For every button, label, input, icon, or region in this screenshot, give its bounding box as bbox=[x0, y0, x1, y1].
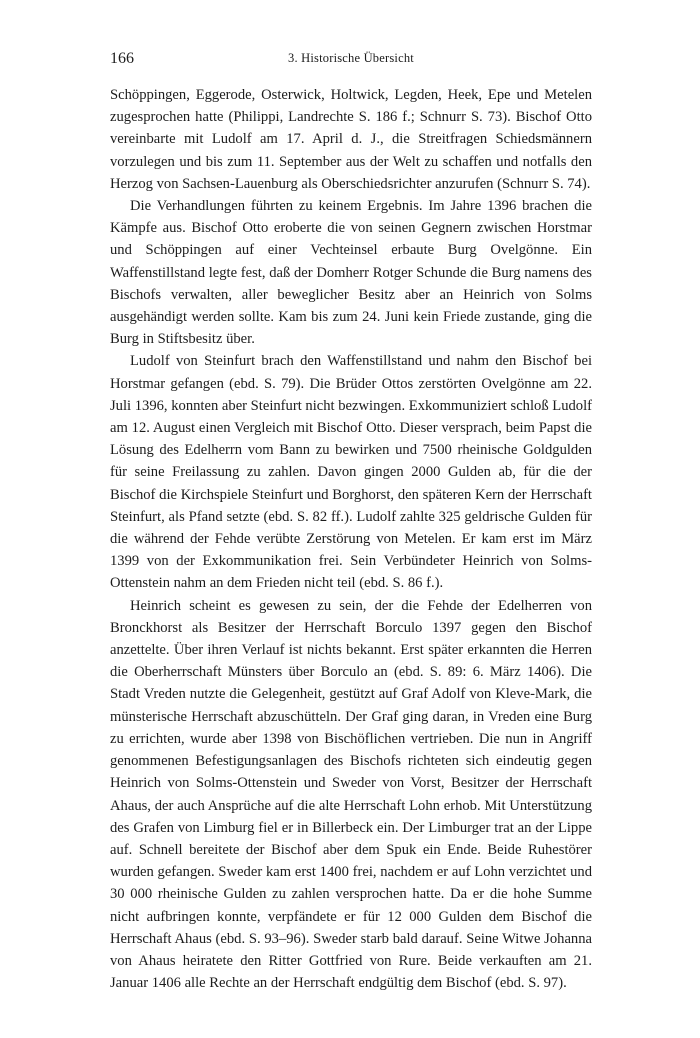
paragraph-2: Die Verhandlungen führten zu keinem Ergebnis. Im Jahre 1396 brachen die Kämpfe aus. Bischof Otto eroberte die von seinen Gegnern zwischen Horstmar und Schöppingen auf einer Vechteinsel erbaute Burg Ovelgönne. Ein Waffenstillstand legte fest, daß der Domherr Rotger Schunde die Burg namens des Bischofs verwalten, aller beweglicher Besitz aber an Heinrich von Solms ausgehändigt werden sollte. Kam bis zum 24. Juni kein Friede zustande, ging die Burg in Stiftsbesitz über. bbox=[110, 198, 592, 348]
paragraph-1: Schöppingen, Eggerode, Osterwick, Holtwick, Legden, Heek, Epe und Metelen zugesprochen hatte (Philippi, Landrechte S. 186 f.; Schnurr S. 73). Bischof Otto vereinbarte mit Ludolf am 17. April d. J., die Streitfragen Schiedsmännern vorzulegen und bis zum 11. September aus der Welt zu schaffen und notfalls den Herzog von Sachsen-Lauenburg als Oberschiedsrichter anzurufen (Schnurr S. 74). bbox=[110, 87, 592, 192]
paragraph-4: Heinrich scheint es gewesen zu sein, der die Fehde der Edelherren von Bronckhorst als Besitzer der Herrschaft Borculo 1397 gegen den Bischof anzettelte. Über ihren Verlauf ist nichts bekannt. Erst später erkannten die Herren die Oberherrschaft Münsters über Borculo an (ebd. S. 89: 6. März 1406). Die Stadt Vreden nutzte die Gelegenheit, gestützt auf Graf Adolf von Kleve-Mark, die münsterische Herrschaft abzuschütteln. Der Graf ging daran, in Vreden eine Burg zu errichten, wurde aber 1398 von Bischöflichen vertrieben. Die nun in Angriff genommenen Befestigungsanlagen des Bischofs richteten sich eindeutig gegen Heinrich von Solms-Ottenstein und Sweder von Vorst, Besitzer der Herrschaft Ahaus, der auch Ansprüche auf die alte Herrschaft Lohn erhob. Mit Unterstützung des Grafen von Limburg fiel er in Billerbeck ein. Der Limburger trat an der Lippe auf. Schnell bereitete der Bischof aber dem Spuk ein Ende. Beide Ruhestörer wurden gefangen. Sweder kam erst 1400 frei, nachdem er auf Lohn verzichtet und 30 000 rheinische Gulden zu zahlen versprochen hatte. Da er die hohe Summe nicht aufbringen konnte, verpfändete er für 12 000 Gulden dem Bischof die Herrschaft Ahaus (ebd. S. 93–96). Sweder starb bald darauf. Seine Witwe Johanna von Ahaus heiratete den Ritter Gottfried von Rure. Beide verkauften am 21. Januar 1406 alle Rechte an der Herrschaft endgültig dem Bischof (ebd. S. 97). bbox=[110, 597, 592, 992]
body-text bbox=[110, 84, 592, 994]
paragraph-3: Ludolf von Steinfurt brach den Waffenstillstand und nahm den Bischof bei Horstmar gefangen (ebd. S. 79). Die Brüder Ottos zerstörten Ovelgönne am 22. Juli 1396, konnten aber Steinfurt nicht bezwingen. Exkommuniziert schloß Ludolf am 12. August einen Vergleich mit Bischof Otto. Dieser versprach, beim Papst die Lösung des Edelherrn vom Bann zu bewirken und 7500 rheinische Goldgulden für seine Freilassung zu zahlen. Davon gingen 2000 Gulden ab, für die der Bischof die Kirchspiele Steinfurt und Borghorst, den späteren Kern der Herrschaft Steinfurt, als Pfand setzte (ebd. S. 82 ff.). Ludolf zahlte 325 geldrische Gulden für die während der Fehde verübte Zerstörung von Metelen. Er kam erst im März 1399 von der Exkommunikation frei. Sein Verbündeter Heinrich von Solms-Ottenstein nahm an dem Frieden nicht teil (ebd. S. 86 f.). bbox=[110, 353, 592, 592]
book-page bbox=[110, 50, 592, 994]
page-number: 166 bbox=[110, 50, 134, 67]
section-title: 3. Historische Übersicht bbox=[288, 51, 414, 65]
running-head bbox=[110, 50, 592, 76]
